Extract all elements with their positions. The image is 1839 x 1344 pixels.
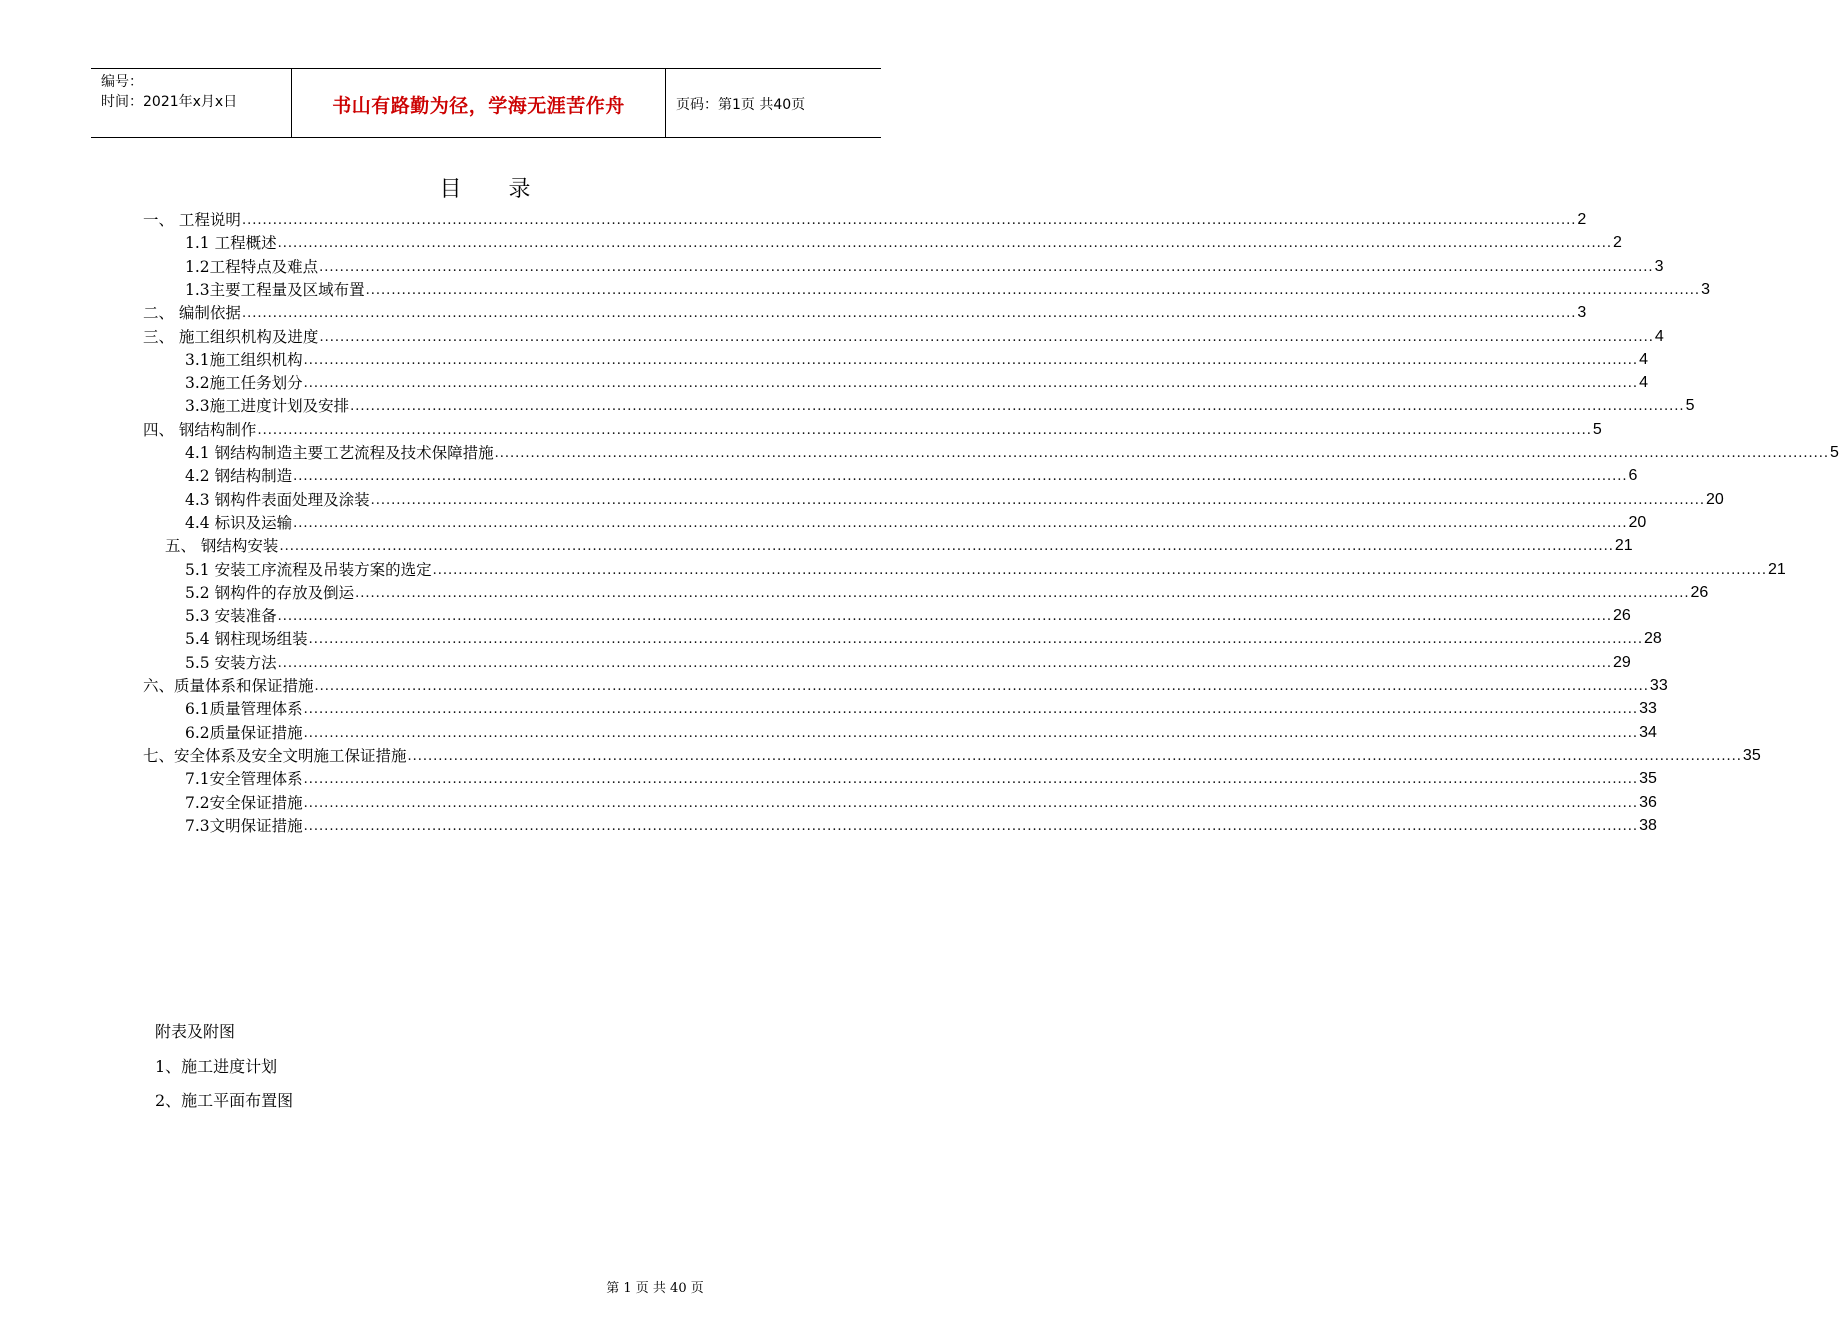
appendix-item: 1、施工进度计划 — [155, 1057, 278, 1076]
toc-entry[interactable] — [185, 441, 1839, 463]
toc-leader-dots: .................................................................................................................................................................................................................................................................... — [350, 399, 1685, 415]
toc-entry-label: 5.5 安装方法 — [185, 653, 277, 672]
toc-entry-page: 4 — [1639, 374, 1648, 392]
toc-entry-page: 3 — [1577, 304, 1587, 322]
toc-entry-label: 六、质量体系和保证措施 — [143, 677, 314, 695]
toc-entry[interactable] — [185, 488, 1724, 510]
toc-entry-label: 五、 钢结构安装 — [165, 537, 279, 556]
toc-entry-label: 3.2施工任务划分 — [185, 374, 303, 393]
toc-entry-page: 5 — [1685, 397, 1695, 415]
appendix-title: 附表及附图 — [155, 1022, 236, 1041]
toc-entry-page: 20 — [1705, 490, 1724, 508]
toc-entry-page: 26 — [1612, 607, 1631, 625]
toc-entry-label: 1.1 工程概述 — [185, 234, 277, 253]
toc-entry-label: 二、 编制依据 — [143, 304, 241, 323]
toc-entry-label: 三、 施工组织机构及进度 — [143, 327, 319, 346]
toc-leader-dots: .................................................................................................................................................................................................................................................................... — [303, 702, 1639, 718]
toc-entry[interactable] — [185, 627, 1662, 649]
toc-leader-dots: .................................................................................................................................................................................................................................................................... — [308, 632, 1643, 648]
toc-entry[interactable] — [143, 418, 1602, 440]
toc-leader-dots: .................................................................................................................................................................................................................................................................... — [303, 818, 1639, 834]
toc-entry-page: 28 — [1643, 630, 1662, 648]
toc-entry-page: 20 — [1628, 513, 1647, 531]
toc-entry-label: 4.2 钢结构制造 — [185, 467, 293, 486]
toc-leader-dots: .................................................................................................................................................................................................................................................................... — [257, 422, 1592, 438]
toc-entry-page: 38 — [1639, 816, 1657, 834]
toc-entry-label: 3.3施工进度计划及安排 — [185, 397, 350, 416]
toc-entry-page: 2 — [1577, 211, 1587, 228]
toc-entry[interactable] — [185, 767, 1657, 789]
toc-leader-dots: .................................................................................................................................................................................................................................................................... — [303, 772, 1639, 788]
toc-entry-page: 3 — [1654, 257, 1664, 275]
toc-title: 目 录 — [439, 177, 551, 202]
toc-leader-dots: .................................................................................................................................................................................................................................................................... — [365, 282, 1701, 298]
toc-entry[interactable] — [185, 651, 1631, 673]
toc-entry[interactable] — [185, 697, 1657, 719]
toc-leader-dots: .................................................................................................................................................................................................................................................................... — [293, 515, 1628, 531]
toc-entry-page: 4 — [1639, 350, 1648, 368]
toc-entry-label: 5.2 钢构件的存放及倒运 — [185, 583, 355, 602]
toc-entry-page: 6 — [1628, 467, 1638, 485]
toc-leader-dots: .................................................................................................................................................................................................................................................................... — [277, 609, 1612, 625]
toc-entry[interactable] — [185, 348, 1648, 370]
toc-entry-page: 5 — [1592, 420, 1602, 438]
toc-entry[interactable] — [143, 674, 1668, 696]
toc-entry-page: 34 — [1639, 723, 1657, 741]
toc-entry-label: 7.1安全管理体系 — [185, 770, 303, 789]
document-time-label: 时间：2021年x月x日 — [101, 94, 238, 110]
toc-entry-label: 6.2质量保证措施 — [185, 723, 303, 742]
appendix-item: 2、施工平面布置图 — [155, 1091, 294, 1110]
toc-entry-label: 四、 钢结构制作 — [143, 420, 257, 439]
toc-entry[interactable] — [143, 208, 1587, 230]
toc-entry-label: 1.2工程特点及难点 — [185, 257, 319, 276]
toc-entry-label: 5.3 安装准备 — [185, 607, 277, 626]
toc-leader-dots: .................................................................................................................................................................................................................................................................... — [277, 236, 1612, 252]
toc-entry-label: 7.3文明保证措施 — [185, 816, 303, 835]
toc-leader-dots: .................................................................................................................................................................................................................................................................... — [241, 306, 1577, 322]
toc-entry-page: 35 — [1742, 746, 1761, 764]
toc-entry-label: 1.3主要工程量及区域布置 — [185, 280, 365, 299]
toc-leader-dots: .................................................................................................................................................................................................................................................................... — [407, 748, 1742, 764]
page-footer: 第 1 页 共 40 页 — [606, 1281, 704, 1296]
header-motto: 书山有路勤为径，学海无涯苦作舟 — [332, 95, 625, 117]
toc-entry-page: 29 — [1612, 653, 1631, 671]
toc-entry-label: 七、安全体系及安全文明施工保证措施 — [143, 746, 407, 765]
toc-entry[interactable] — [185, 394, 1695, 416]
toc-entry-label: 一、 工程说明 — [143, 211, 241, 229]
toc-leader-dots: .................................................................................................................................................................................................................................................................... — [279, 539, 1614, 555]
toc-entry-label: 4.3 钢构件表面处理及涂装 — [185, 490, 370, 509]
toc-entry-page: 3 — [1701, 280, 1710, 298]
toc-entry[interactable] — [185, 371, 1648, 393]
toc-entry-label: 7.2安全保证措施 — [185, 793, 303, 812]
toc-entry[interactable] — [185, 511, 1647, 533]
toc-entry-page: 21 — [1768, 560, 1786, 578]
toc-entry[interactable] — [143, 301, 1587, 323]
toc-leader-dots: .................................................................................................................................................................................................................................................................... — [319, 329, 1654, 345]
toc-entry-page: 36 — [1639, 793, 1657, 811]
page-header — [91, 68, 881, 138]
header-page-cell — [666, 69, 881, 137]
toc-leader-dots: .................................................................................................................................................................................................................................................................... — [241, 213, 1577, 228]
toc-leader-dots: .................................................................................................................................................................................................................................................................... — [432, 562, 1767, 578]
header-meta-cell — [91, 69, 292, 137]
toc-leader-dots: .................................................................................................................................................................................................................................................................... — [303, 795, 1639, 811]
header-page-label: 页码：第1页 共40页 — [676, 97, 806, 113]
toc-entry-page: 33 — [1639, 700, 1657, 718]
toc-entry-label: 4.4 标识及运输 — [185, 513, 293, 532]
toc-entry[interactable] — [185, 278, 1710, 300]
toc-entry[interactable] — [185, 464, 1638, 486]
toc-entry[interactable] — [185, 581, 1709, 603]
toc-leader-dots: .................................................................................................................................................................................................................................................................... — [314, 679, 1649, 694]
toc-entry[interactable] — [185, 558, 1786, 580]
toc-entry[interactable] — [185, 814, 1657, 836]
toc-entry-label: 6.1质量管理体系 — [185, 700, 303, 719]
toc-entry-page: 21 — [1614, 537, 1633, 555]
toc-entry-label: 5.1 安装工序流程及吊装方案的选定 — [185, 560, 432, 579]
toc-entry[interactable] — [185, 231, 1622, 253]
toc-entry[interactable] — [143, 744, 1761, 766]
toc-entry-page: 26 — [1690, 583, 1709, 601]
toc-entry[interactable] — [185, 791, 1657, 813]
toc-entry[interactable] — [185, 604, 1631, 626]
toc-leader-dots: .................................................................................................................................................................................................................................................................... — [303, 376, 1639, 392]
toc-leader-dots: .................................................................................................................................................................................................................................................................... — [319, 259, 1654, 275]
toc-entry[interactable] — [185, 721, 1657, 743]
toc-entry-page: 2 — [1612, 234, 1622, 252]
toc-entry-label: 5.4 钢柱现场组装 — [185, 630, 308, 649]
toc-entry[interactable] — [143, 325, 1664, 347]
toc-leader-dots: .................................................................................................................................................................................................................................................................... — [370, 492, 1705, 508]
toc-entry[interactable] — [165, 534, 1633, 556]
toc-entry-page: 35 — [1639, 770, 1657, 788]
toc-entry-page: 4 — [1654, 327, 1664, 345]
toc-leader-dots: .................................................................................................................................................................................................................................................................... — [303, 725, 1639, 741]
document-code-label: 编号： — [101, 74, 143, 90]
toc-leader-dots: .................................................................................................................................................................................................................................................................... — [303, 352, 1639, 368]
toc-entry-page: 33 — [1649, 677, 1668, 694]
toc-leader-dots: .................................................................................................................................................................................................................................................................... — [355, 585, 1690, 601]
toc-entry-label: 3.1施工组织机构 — [185, 350, 303, 369]
toc-entry-label: 4.1 钢结构制造主要工艺流程及技术保障措施 — [185, 444, 494, 462]
toc-leader-dots: .................................................................................................................................................................................................................................................................... — [277, 655, 1612, 671]
toc-entry[interactable] — [185, 255, 1664, 277]
header-motto-cell — [292, 69, 666, 137]
toc-leader-dots: .................................................................................................................................................................................................................................................................... — [494, 446, 1829, 461]
toc-entry-page: 5 — [1830, 444, 1839, 461]
toc-leader-dots: .................................................................................................................................................................................................................................................................... — [293, 469, 1628, 485]
